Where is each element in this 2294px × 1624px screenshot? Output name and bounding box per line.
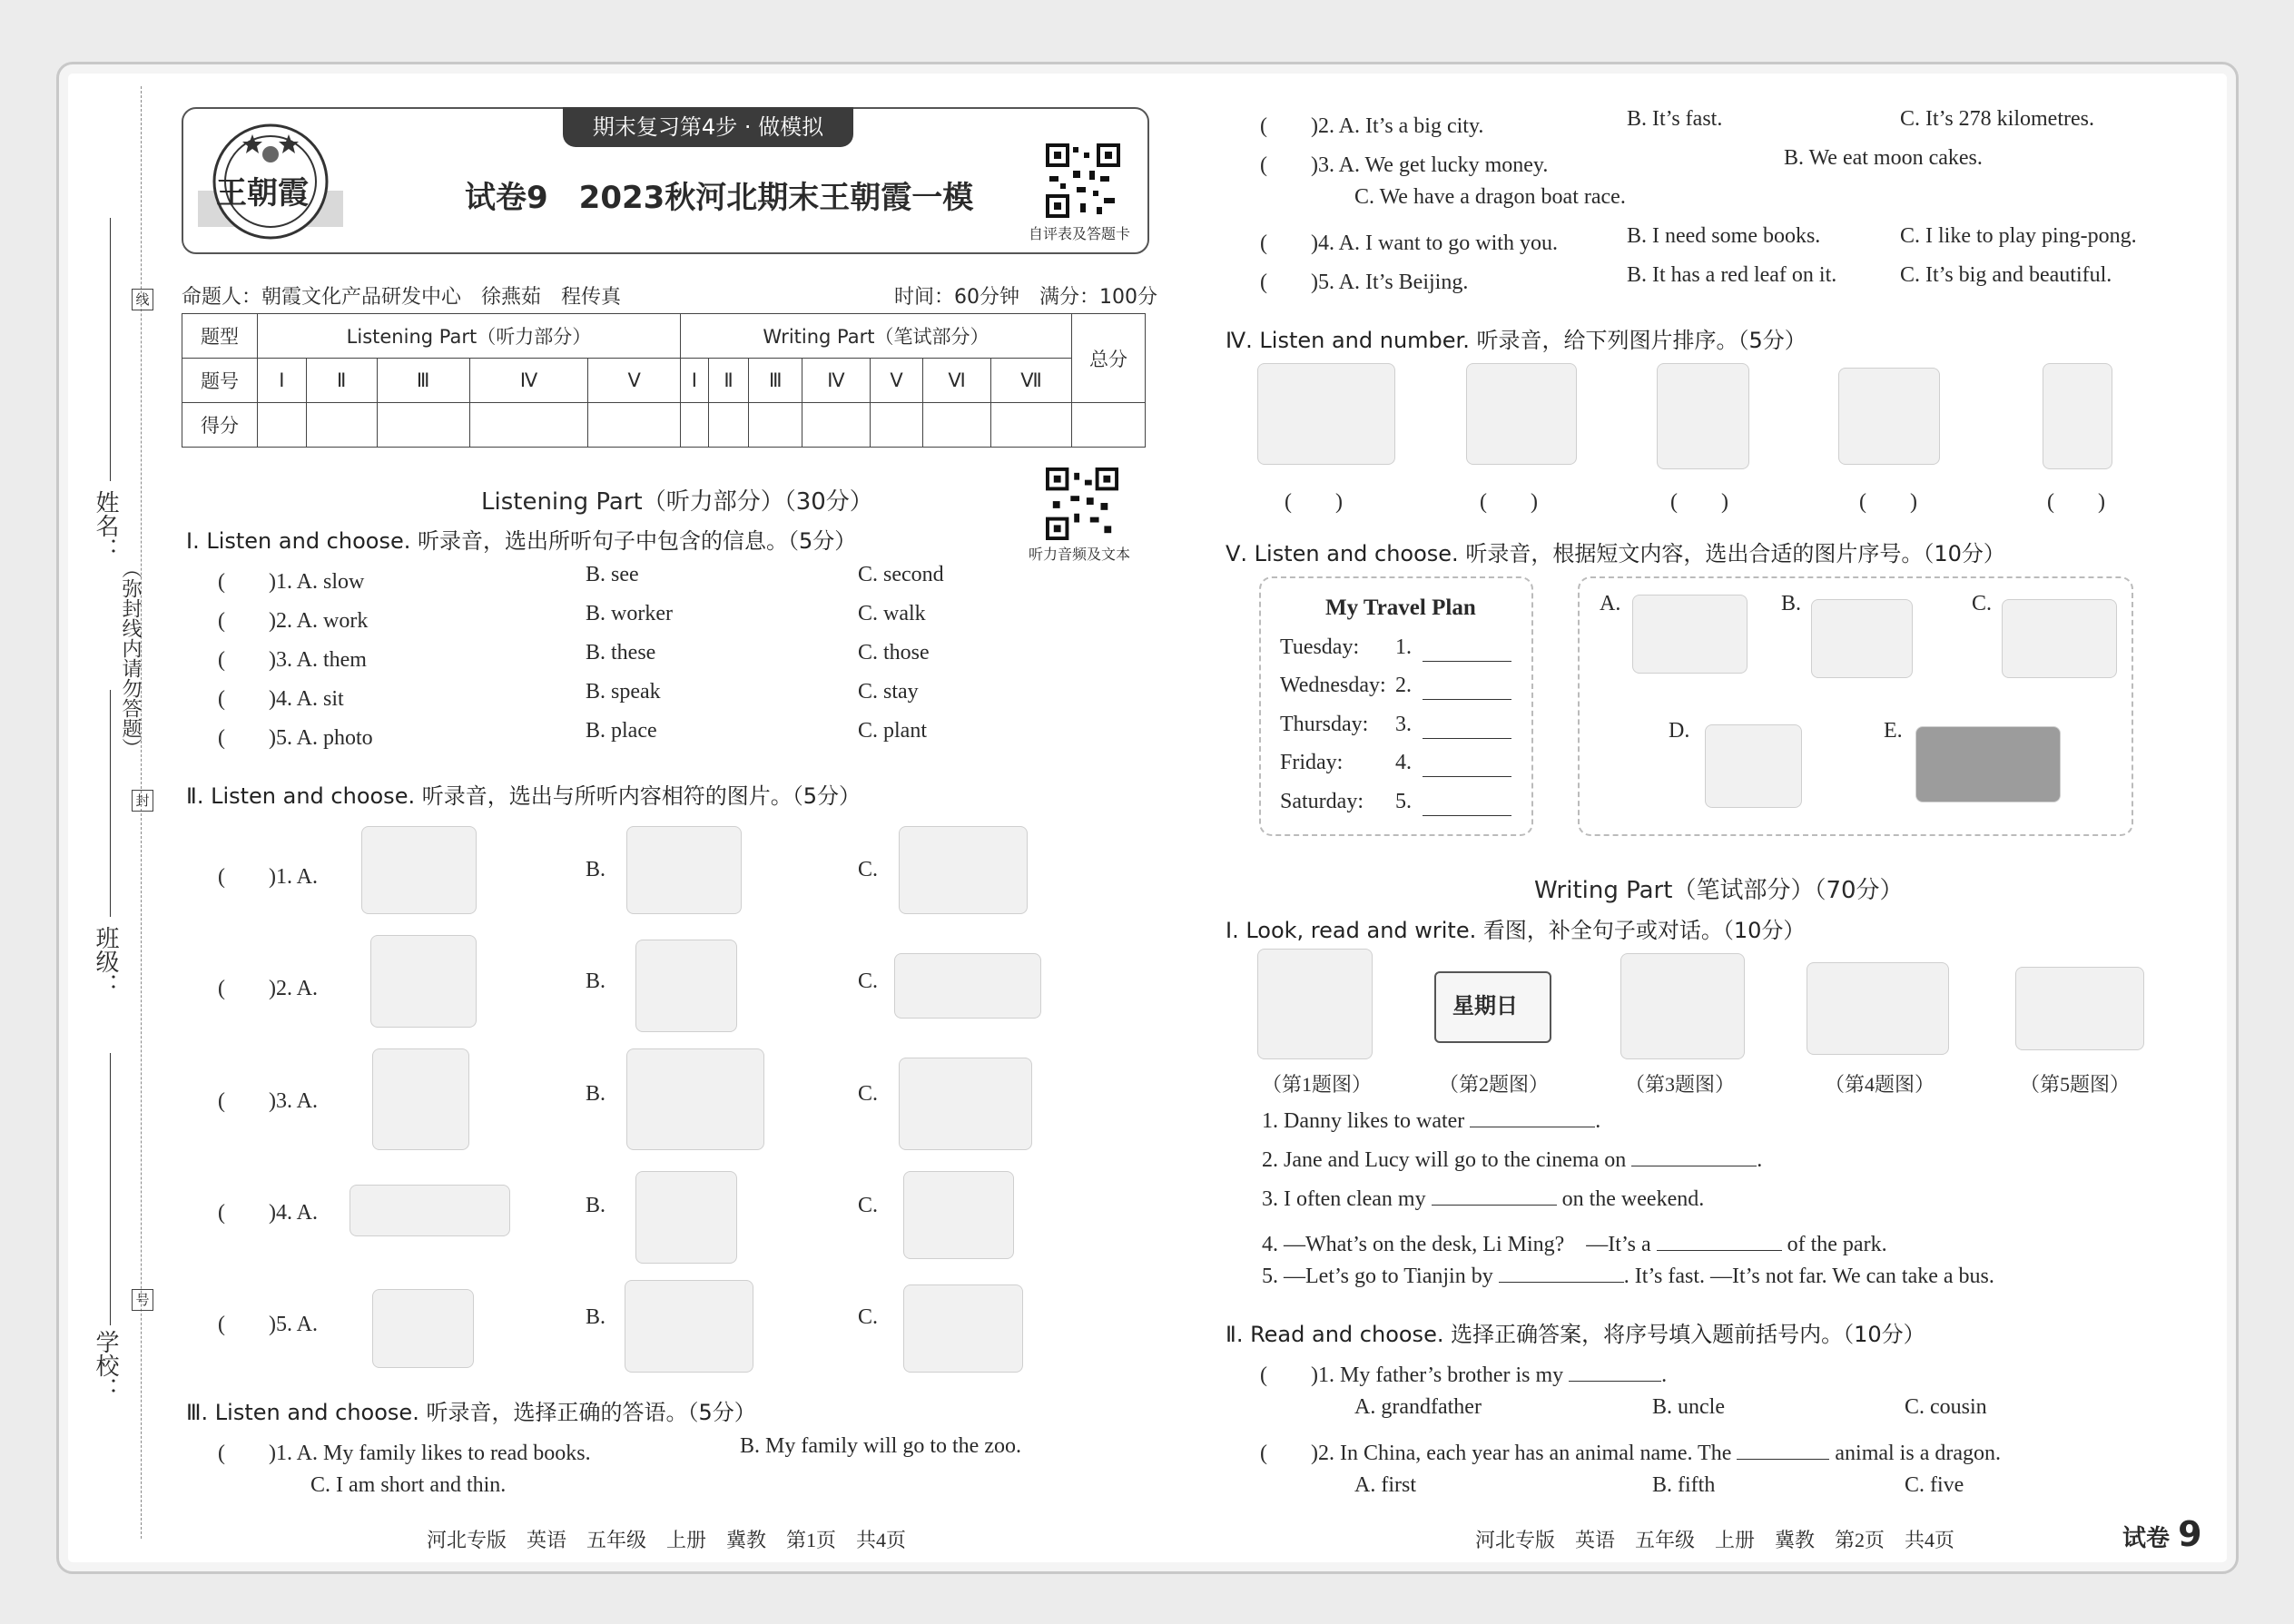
- place-letter-c: C.: [1972, 592, 1993, 615]
- score-input-cell[interactable]: [469, 403, 588, 448]
- s1-q5: ( )5. A. photo: [218, 726, 373, 750]
- s1-q1-b: B. see: [586, 563, 639, 586]
- s3-q5-a: ( )5. A. It’s Beijing.: [1260, 271, 1469, 294]
- plan-day-1: Tuesday:: [1280, 635, 1360, 659]
- opera-house-picture: [894, 953, 1041, 1019]
- authors: 命题人：朝霞文化产品研发中心 徐燕茹 程传真: [182, 286, 622, 309]
- s3-q2-a: ( )2. A. It’s a big city.: [1260, 114, 1484, 138]
- w2-q1-text: ( )1. My father’s brother is my: [1260, 1363, 1564, 1387]
- listening-title: Listening Part（听力部分）（30分）: [481, 488, 873, 516]
- corner-number: 9: [2178, 1514, 2202, 1554]
- table-cell: 得分: [182, 403, 258, 448]
- score-input-cell[interactable]: [258, 403, 307, 448]
- s1-q2-b: B. worker: [586, 602, 673, 625]
- table-cell: Ⅳ: [469, 359, 588, 403]
- s1-q4-c: C. stay: [858, 680, 919, 704]
- w2-q2-b: B. fifth: [1652, 1473, 1716, 1497]
- s3-q4-a: ( )4. A. I want to go with you.: [1260, 231, 1558, 255]
- s1-q1: ( )1. A. slow: [218, 570, 365, 594]
- airplane-picture: [2015, 967, 2144, 1050]
- w1-s5-text: 5. —Let’s go to Tianjin by: [1262, 1265, 1493, 1288]
- s2-q3-b: B.: [586, 1082, 606, 1106]
- pilot-picture: [361, 826, 477, 914]
- w2-q2-blank[interactable]: [1737, 1459, 1829, 1460]
- w1-s1-end: .: [1595, 1109, 1601, 1133]
- table-cell: Ⅶ: [991, 359, 1072, 403]
- great-wall-picture: [370, 935, 477, 1028]
- class-label: 班级：: [92, 926, 119, 997]
- qr-code-audio-icon: [1046, 468, 1118, 540]
- table-cell: 题号: [182, 359, 258, 403]
- s1-q5-c: C. plant: [858, 719, 927, 743]
- s1-q3-b: B. these: [586, 641, 656, 664]
- window-girl-picture: [635, 1171, 737, 1264]
- table-cell: Ⅲ: [377, 359, 469, 403]
- plan-num-3: 3.: [1395, 713, 1412, 736]
- banner: 期末复习第4步 · 做模拟: [563, 107, 853, 147]
- s3-q5-c: C. It’s big and beautiful.: [1900, 263, 2112, 287]
- plan-num-4: 4.: [1395, 751, 1412, 774]
- table-cell: Listening Part（听力部分）: [258, 314, 681, 359]
- w1-s3-blank[interactable]: [1432, 1205, 1557, 1206]
- w1-caption-1: （第1题图）: [1262, 1073, 1373, 1096]
- plan-answer-line-2[interactable]: [1423, 699, 1511, 700]
- w2-q2: [1260, 1434, 2001, 1466]
- classroom-picture: [372, 1289, 474, 1368]
- travel-plan-title: My Travel Plan: [1325, 595, 1476, 620]
- score-table-row: [182, 403, 1146, 448]
- cinema-picture: [903, 1284, 1023, 1373]
- two-girls-picture: [1657, 363, 1749, 469]
- family-moon-picture: [903, 1171, 1014, 1259]
- table-cell: Ⅰ: [258, 359, 307, 403]
- s3-q2-c: C. It’s 278 kilometres.: [1900, 107, 2094, 131]
- boy-reading-picture: [1466, 363, 1577, 465]
- w1-caption-3: （第3题图）: [1625, 1073, 1736, 1096]
- w2-q1: [1260, 1356, 1667, 1388]
- school-line: [110, 1053, 111, 1325]
- w2-q1-blank[interactable]: [1569, 1381, 1661, 1382]
- plan-num-1: 1.: [1395, 635, 1412, 659]
- score-input-cell[interactable]: [588, 403, 681, 448]
- w1-s4: [1262, 1225, 1887, 1257]
- market-place-picture: [1632, 595, 1748, 674]
- w2-q1-c: C. cousin: [1905, 1395, 1987, 1419]
- s3-q2-b: B. It’s fast.: [1627, 107, 1723, 131]
- kids-kites-picture: [372, 1048, 469, 1150]
- supermarket-picture: [1257, 363, 1395, 465]
- plan-day-4: Friday:: [1280, 751, 1344, 774]
- bicycle-picture: [626, 826, 742, 914]
- w1-s3-text: 3. I often clean my: [1262, 1187, 1426, 1211]
- s3-q4-b: B. I need some books.: [1627, 224, 1821, 248]
- side-hao-char: 号: [132, 1289, 153, 1311]
- table-cell: Ⅱ: [708, 359, 749, 403]
- qr-code-icon: [1046, 143, 1120, 218]
- plan-num-5: 5.: [1395, 790, 1412, 813]
- w1-s3: [1262, 1187, 1704, 1212]
- score-input-cell[interactable]: [870, 403, 922, 448]
- s2-q2-c: C.: [858, 969, 879, 993]
- s2-q1: ( )1. A.: [218, 865, 318, 889]
- place-letter-b: B.: [1781, 592, 1802, 615]
- s2-q5-c: C.: [858, 1305, 879, 1329]
- palace-picture: [1811, 599, 1913, 678]
- class-line: [110, 690, 111, 917]
- w1-caption-5: （第5题图）: [2020, 1073, 2131, 1096]
- name-label: 姓名：: [92, 490, 119, 561]
- plan-num-2: 2.: [1395, 674, 1412, 697]
- library-picture: [899, 1058, 1032, 1150]
- w1-s2-text: 2. Jane and Lucy will go to the cinema on: [1262, 1148, 1627, 1172]
- table-cell: Ⅳ: [802, 359, 870, 403]
- plan-answer-line-3[interactable]: [1423, 738, 1511, 739]
- section-5-title: Ⅴ. Listen and choose. 听录音，根据短文内容，选出合适的图片序号。（10分）: [1226, 541, 2005, 566]
- table-cell: Ⅰ: [680, 359, 708, 403]
- side-seal-char: 封: [132, 790, 153, 812]
- side-notice: （弥封线内请勿答题）: [119, 558, 142, 758]
- s3-q4-c: C. I like to play ping-pong.: [1900, 224, 2137, 248]
- s4-blank-4[interactable]: ( ): [1859, 490, 1917, 514]
- table-cell: Ⅲ: [749, 359, 802, 403]
- plan-answer-line-4[interactable]: [1423, 776, 1511, 777]
- w2-q1-end: .: [1661, 1363, 1668, 1387]
- s3-q1-c: C. I am short and thin.: [310, 1473, 507, 1497]
- s1-q3: ( )3. A. them: [218, 648, 367, 672]
- section-2-title: Ⅱ. Listen and choose. 听录音，选出与所听内容相符的图片。（5分）: [186, 783, 861, 809]
- place-letter-a: A.: [1600, 592, 1621, 615]
- train-picture: [899, 826, 1028, 914]
- score-input-cell[interactable]: [749, 403, 802, 448]
- score-table: [182, 313, 1146, 448]
- w1-s4-blank[interactable]: [1657, 1250, 1782, 1251]
- s2-q2: ( )2. A.: [218, 977, 318, 1000]
- plan-answer-line-5[interactable]: [1423, 815, 1511, 816]
- s2-q4: ( )4. A.: [218, 1201, 318, 1225]
- place-letter-e: E.: [1884, 719, 1903, 743]
- score-input-cell[interactable]: [802, 403, 870, 448]
- w1-s1: [1262, 1109, 1600, 1134]
- s3-q3-a: ( )3. A. We get lucky money.: [1260, 153, 1549, 177]
- score-input-cell[interactable]: [991, 403, 1072, 448]
- w2-q2-c: C. five: [1905, 1473, 1964, 1497]
- s2-q5-b: B.: [586, 1305, 606, 1329]
- score-input-cell[interactable]: [708, 403, 749, 448]
- score-input-cell[interactable]: [306, 403, 377, 448]
- s2-q3-c: C.: [858, 1082, 879, 1106]
- big-ben-picture: [635, 940, 737, 1032]
- w2-q1-b: B. uncle: [1652, 1395, 1725, 1419]
- table-cell: Ⅴ: [870, 359, 922, 403]
- w1-s5-end: . It’s fast. —It’s not far. We can take a bus.: [1623, 1265, 1994, 1288]
- section-1-title: Ⅰ. Listen and choose. 听录音，选出所听句子中包含的信息。（5分）: [186, 528, 857, 554]
- s4-blank-5[interactable]: ( ): [2047, 490, 2105, 514]
- logo-text: 王朝霞: [216, 175, 309, 212]
- cleaning-room-picture: [1620, 953, 1745, 1059]
- s3-q3-b: B. We eat moon cakes.: [1784, 146, 1983, 170]
- s4-blank-2[interactable]: ( ): [1480, 490, 1538, 514]
- plan-answer-line-1[interactable]: [1423, 661, 1511, 662]
- w1-s4-end: of the park.: [1787, 1233, 1887, 1256]
- table-cell: Writing Part（笔试部分）: [680, 314, 1071, 359]
- footer-right: 河北专版 英语 五年级 上册 冀教 第2页 共4页: [1475, 1529, 1955, 1551]
- s1-q4-b: B. speak: [586, 680, 661, 704]
- class-party-picture: [625, 1280, 753, 1373]
- table-cell: 题型: [182, 314, 258, 359]
- score-table-row: [182, 314, 1146, 359]
- exam-title: 试卷9 2023秋河北期末王朝霞一模: [465, 180, 974, 216]
- s2-q4-b: B.: [586, 1194, 606, 1217]
- section-4-title: Ⅳ. Listen and number. 听录音，给下列图片排序。（5分）: [1226, 328, 1807, 353]
- w1-caption-2: （第2题图）: [1439, 1073, 1550, 1096]
- s4-blank-1[interactable]: ( ): [1285, 490, 1343, 514]
- s1-q3-c: C. those: [858, 641, 930, 664]
- s3-q5-b: B. It has a red leaf on it.: [1627, 263, 1837, 287]
- score-input-cell[interactable]: [923, 403, 991, 448]
- plan-day-5: Saturday:: [1280, 790, 1364, 813]
- s3-q1-a: ( )1. A. My family likes to read books.: [218, 1442, 591, 1465]
- table-cell: 总分: [1072, 314, 1146, 403]
- w1-s1-text: 1. Danny likes to water: [1262, 1109, 1465, 1133]
- s1-q5-b: B. place: [586, 719, 657, 743]
- w1-s5-blank[interactable]: [1499, 1282, 1624, 1283]
- s2-q1-c: C.: [858, 858, 879, 881]
- w1-s2: [1262, 1148, 1762, 1173]
- s1-q4: ( )4. A. sit: [218, 687, 344, 711]
- writing-title: Writing Part（笔试部分）（70分）: [1534, 877, 1904, 904]
- s1-q2-c: C. walk: [858, 602, 926, 625]
- s4-blank-3[interactable]: ( ): [1670, 490, 1728, 514]
- computer-kids-picture: [2002, 599, 2117, 678]
- w2-q2-a: A. first: [1354, 1473, 1416, 1497]
- corner-label: [2122, 1514, 2202, 1554]
- w1-caption-4: （第4题图）: [1825, 1073, 1935, 1096]
- corner-label-text: 试卷: [2122, 1525, 2171, 1552]
- w2-q2-end: animal is a dragon.: [1835, 1442, 2001, 1465]
- qr1-caption: 自评表及答题卡: [1029, 225, 1131, 242]
- s1-q2: ( )2. A. work: [218, 609, 369, 633]
- plan-day-2: Wednesday:: [1280, 674, 1386, 697]
- sheep-picture: [1838, 368, 1940, 465]
- table-cell: Ⅵ: [923, 359, 991, 403]
- score-input-cell[interactable]: [377, 403, 469, 448]
- score-input-cell[interactable]: [1072, 403, 1146, 448]
- dragon-boat-picture: [350, 1185, 510, 1236]
- kangaroo-picture: [2043, 363, 2112, 469]
- park-map-picture: [1807, 962, 1949, 1055]
- w1-s2-end: .: [1757, 1148, 1763, 1172]
- s3-q1-b: B. My family will go to the zoo.: [740, 1434, 1021, 1458]
- score-table-row: [182, 359, 1146, 403]
- time-score: 时间：60分钟 满分：100分: [894, 286, 1157, 309]
- name-line: [110, 218, 111, 481]
- s2-q4-c: C.: [858, 1194, 879, 1217]
- kids-flying-kite-picture: [626, 1048, 764, 1150]
- score-input-cell[interactable]: [680, 403, 708, 448]
- w1-s5: [1262, 1265, 1994, 1289]
- writing-1-title: Ⅰ. Look, read and write. 看图，补全句子或对话。（10分）: [1226, 918, 1806, 943]
- w2-q1-a: A. grandfather: [1354, 1395, 1482, 1419]
- s2-q3: ( )3. A.: [218, 1089, 318, 1113]
- s2-q1-b: B.: [586, 858, 606, 881]
- w2-q2-text: ( )2. In China, each year has an animal name. The: [1260, 1442, 1732, 1465]
- table-cell: Ⅴ: [588, 359, 681, 403]
- tiananmen-picture: [1915, 726, 2061, 802]
- great-wall-small-picture: [1705, 724, 1802, 808]
- s3-q3-c: C. We have a dragon boat race.: [1354, 185, 1626, 209]
- side-line-char: 线: [132, 289, 153, 310]
- school-label: 学校：: [92, 1330, 119, 1401]
- plan-day-3: Thursday:: [1280, 713, 1369, 736]
- watering-flowers-picture: [1257, 949, 1373, 1059]
- qr2-caption: 听力音频及文本: [1029, 546, 1131, 563]
- place-letter-d: D.: [1669, 719, 1690, 743]
- table-cell: Ⅱ: [306, 359, 377, 403]
- calendar-text: 星期日: [1452, 993, 1518, 1019]
- w1-s3-end: on the weekend.: [1561, 1187, 1705, 1211]
- footer-left: 河北专版 英语 五年级 上册 冀教 第1页 共4页: [427, 1529, 907, 1551]
- section-3-title: Ⅲ. Listen and choose. 听录音，选择正确的答语。（5分）: [186, 1400, 756, 1425]
- s1-q1-c: C. second: [858, 563, 944, 586]
- writing-2-title: Ⅱ. Read and choose. 选择正确答案，将序号填入题前括号内。（10分）: [1226, 1322, 1925, 1347]
- s2-q2-b: B.: [586, 969, 606, 993]
- w1-s4-text: 4. —What’s on the desk, Li Ming? —It’s a: [1262, 1233, 1651, 1256]
- s2-q5: ( )5. A.: [218, 1313, 318, 1336]
